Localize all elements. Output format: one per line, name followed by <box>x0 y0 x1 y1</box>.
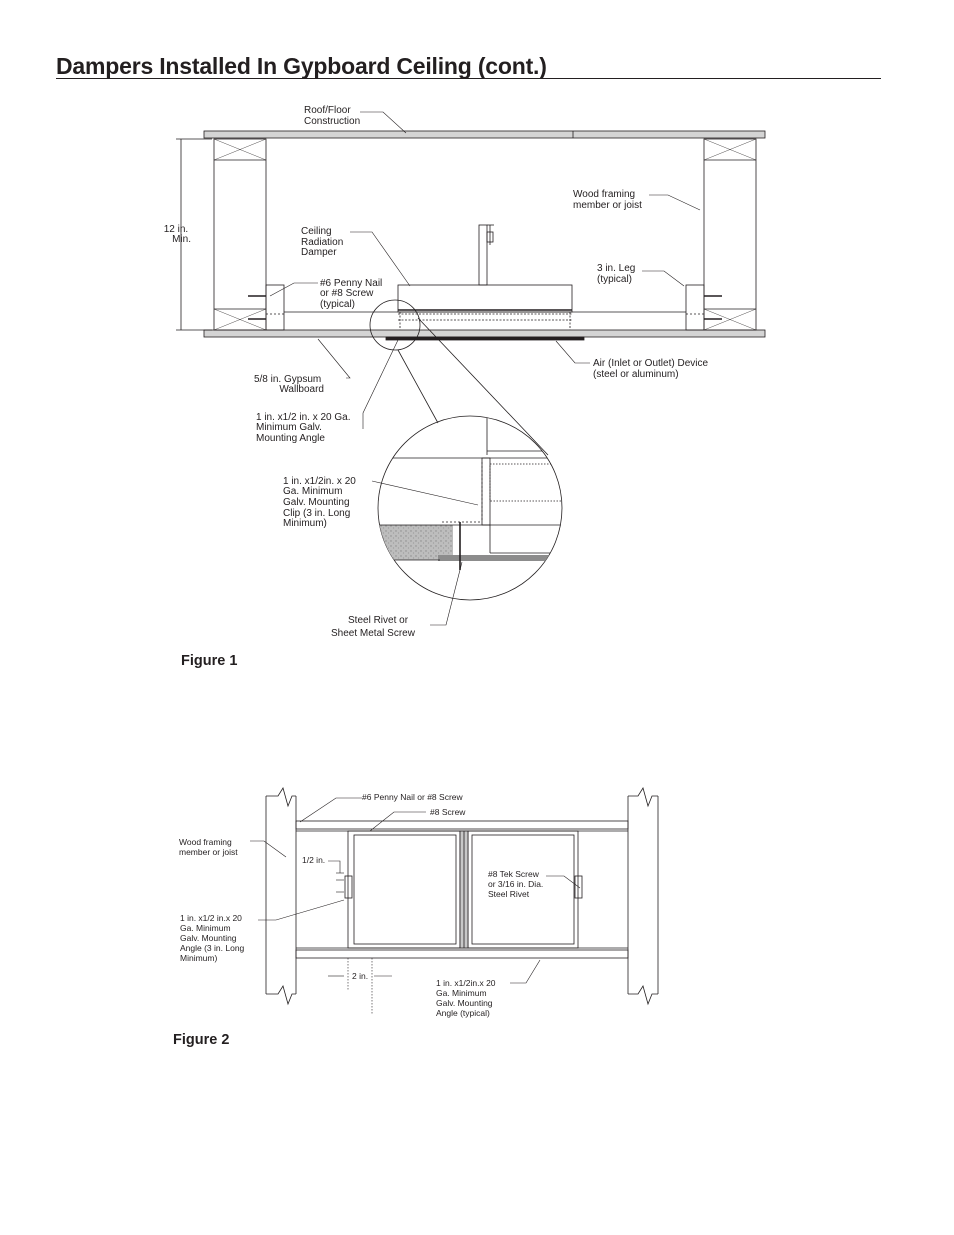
label-ceiling-damper: Ceiling Radiation Damper <box>301 226 344 258</box>
label-fig2-penny-nail: #6 Penny Nail or #8 Screw <box>362 792 463 802</box>
figure2-caption: Figure 2 <box>173 1032 230 1048</box>
roof-floor-slab <box>204 131 765 138</box>
label-fig2-mounting-angle: 1 in. x1/2in.x 20 Ga. Minimum Galv. Mounting Angle (typical) <box>436 978 496 1018</box>
left-wood-joist <box>214 139 266 330</box>
figure2-leaders <box>250 798 580 983</box>
right-framing-leg <box>686 285 704 330</box>
label-penny-nail: #6 Penny Nail or #8 Screw (typical) <box>320 278 383 310</box>
figure2-labels <box>179 792 546 1018</box>
zoom-detail <box>370 410 570 600</box>
figure2-dimensions <box>328 861 392 1014</box>
label-mounting-clip: 1 in. x1/2in. x 20 Ga. Minimum Galv. Mounting Clip (3 in. Long Minimum) <box>283 476 356 529</box>
label-steel-rivet: Steel Rivet or Sheet Metal Screw <box>331 615 415 639</box>
ceiling-radiation-damper <box>398 225 572 330</box>
damper-openings <box>348 831 578 948</box>
label-fig2-wood-framing: Wood framing member or joist <box>179 837 238 857</box>
right-framing-member <box>628 788 658 1004</box>
figure1-caption: Figure 1 <box>181 653 238 669</box>
label-fig2-two-in: 2 in. <box>352 971 369 981</box>
bottom-cross-member <box>296 950 628 958</box>
detail-callout-circle <box>370 300 420 350</box>
label-fig2-half-in: 1/2 in. <box>302 855 326 865</box>
label-air-device: Air (Inlet or Outlet) Device (steel or aluminum) <box>593 358 709 380</box>
label-wood-framing: Wood framing member or joist <box>573 189 642 211</box>
label-fig2-eight-screw: #8 Screw <box>430 807 466 817</box>
top-cross-member <box>296 821 628 829</box>
left-framing-member <box>266 788 296 1004</box>
left-framing-leg <box>266 285 284 330</box>
gypsum-ceiling-board <box>204 330 765 337</box>
label-mounting-angle: 1 in. x1/2 in. x 20 Ga. Minimum Galv. Mounting Angle <box>256 412 351 444</box>
label-gypsum: 5/8 in. Gypsum Wallboard <box>253 374 324 395</box>
left-mounting-clip <box>345 876 352 898</box>
label-height-dim: 12 in. Min. <box>163 224 191 245</box>
label-fig2-mounting-clip: 1 in. x1/2 in.x 20 Ga. Minimum Galv. Mounting Angle (3 in. Long Minimum) <box>180 913 245 963</box>
label-three-in-leg: 3 in. Leg (typical) <box>597 263 636 285</box>
label-fig2-tek-screw: #8 Tek Screw or 3/16 in. Dia. Steel Rivet <box>488 869 544 899</box>
page-title: Dampers Installed In Gypboard Ceiling (cont.) <box>56 53 547 79</box>
right-wood-joist <box>704 139 756 330</box>
label-roof-floor: Roof/Floor Construction <box>304 105 361 127</box>
